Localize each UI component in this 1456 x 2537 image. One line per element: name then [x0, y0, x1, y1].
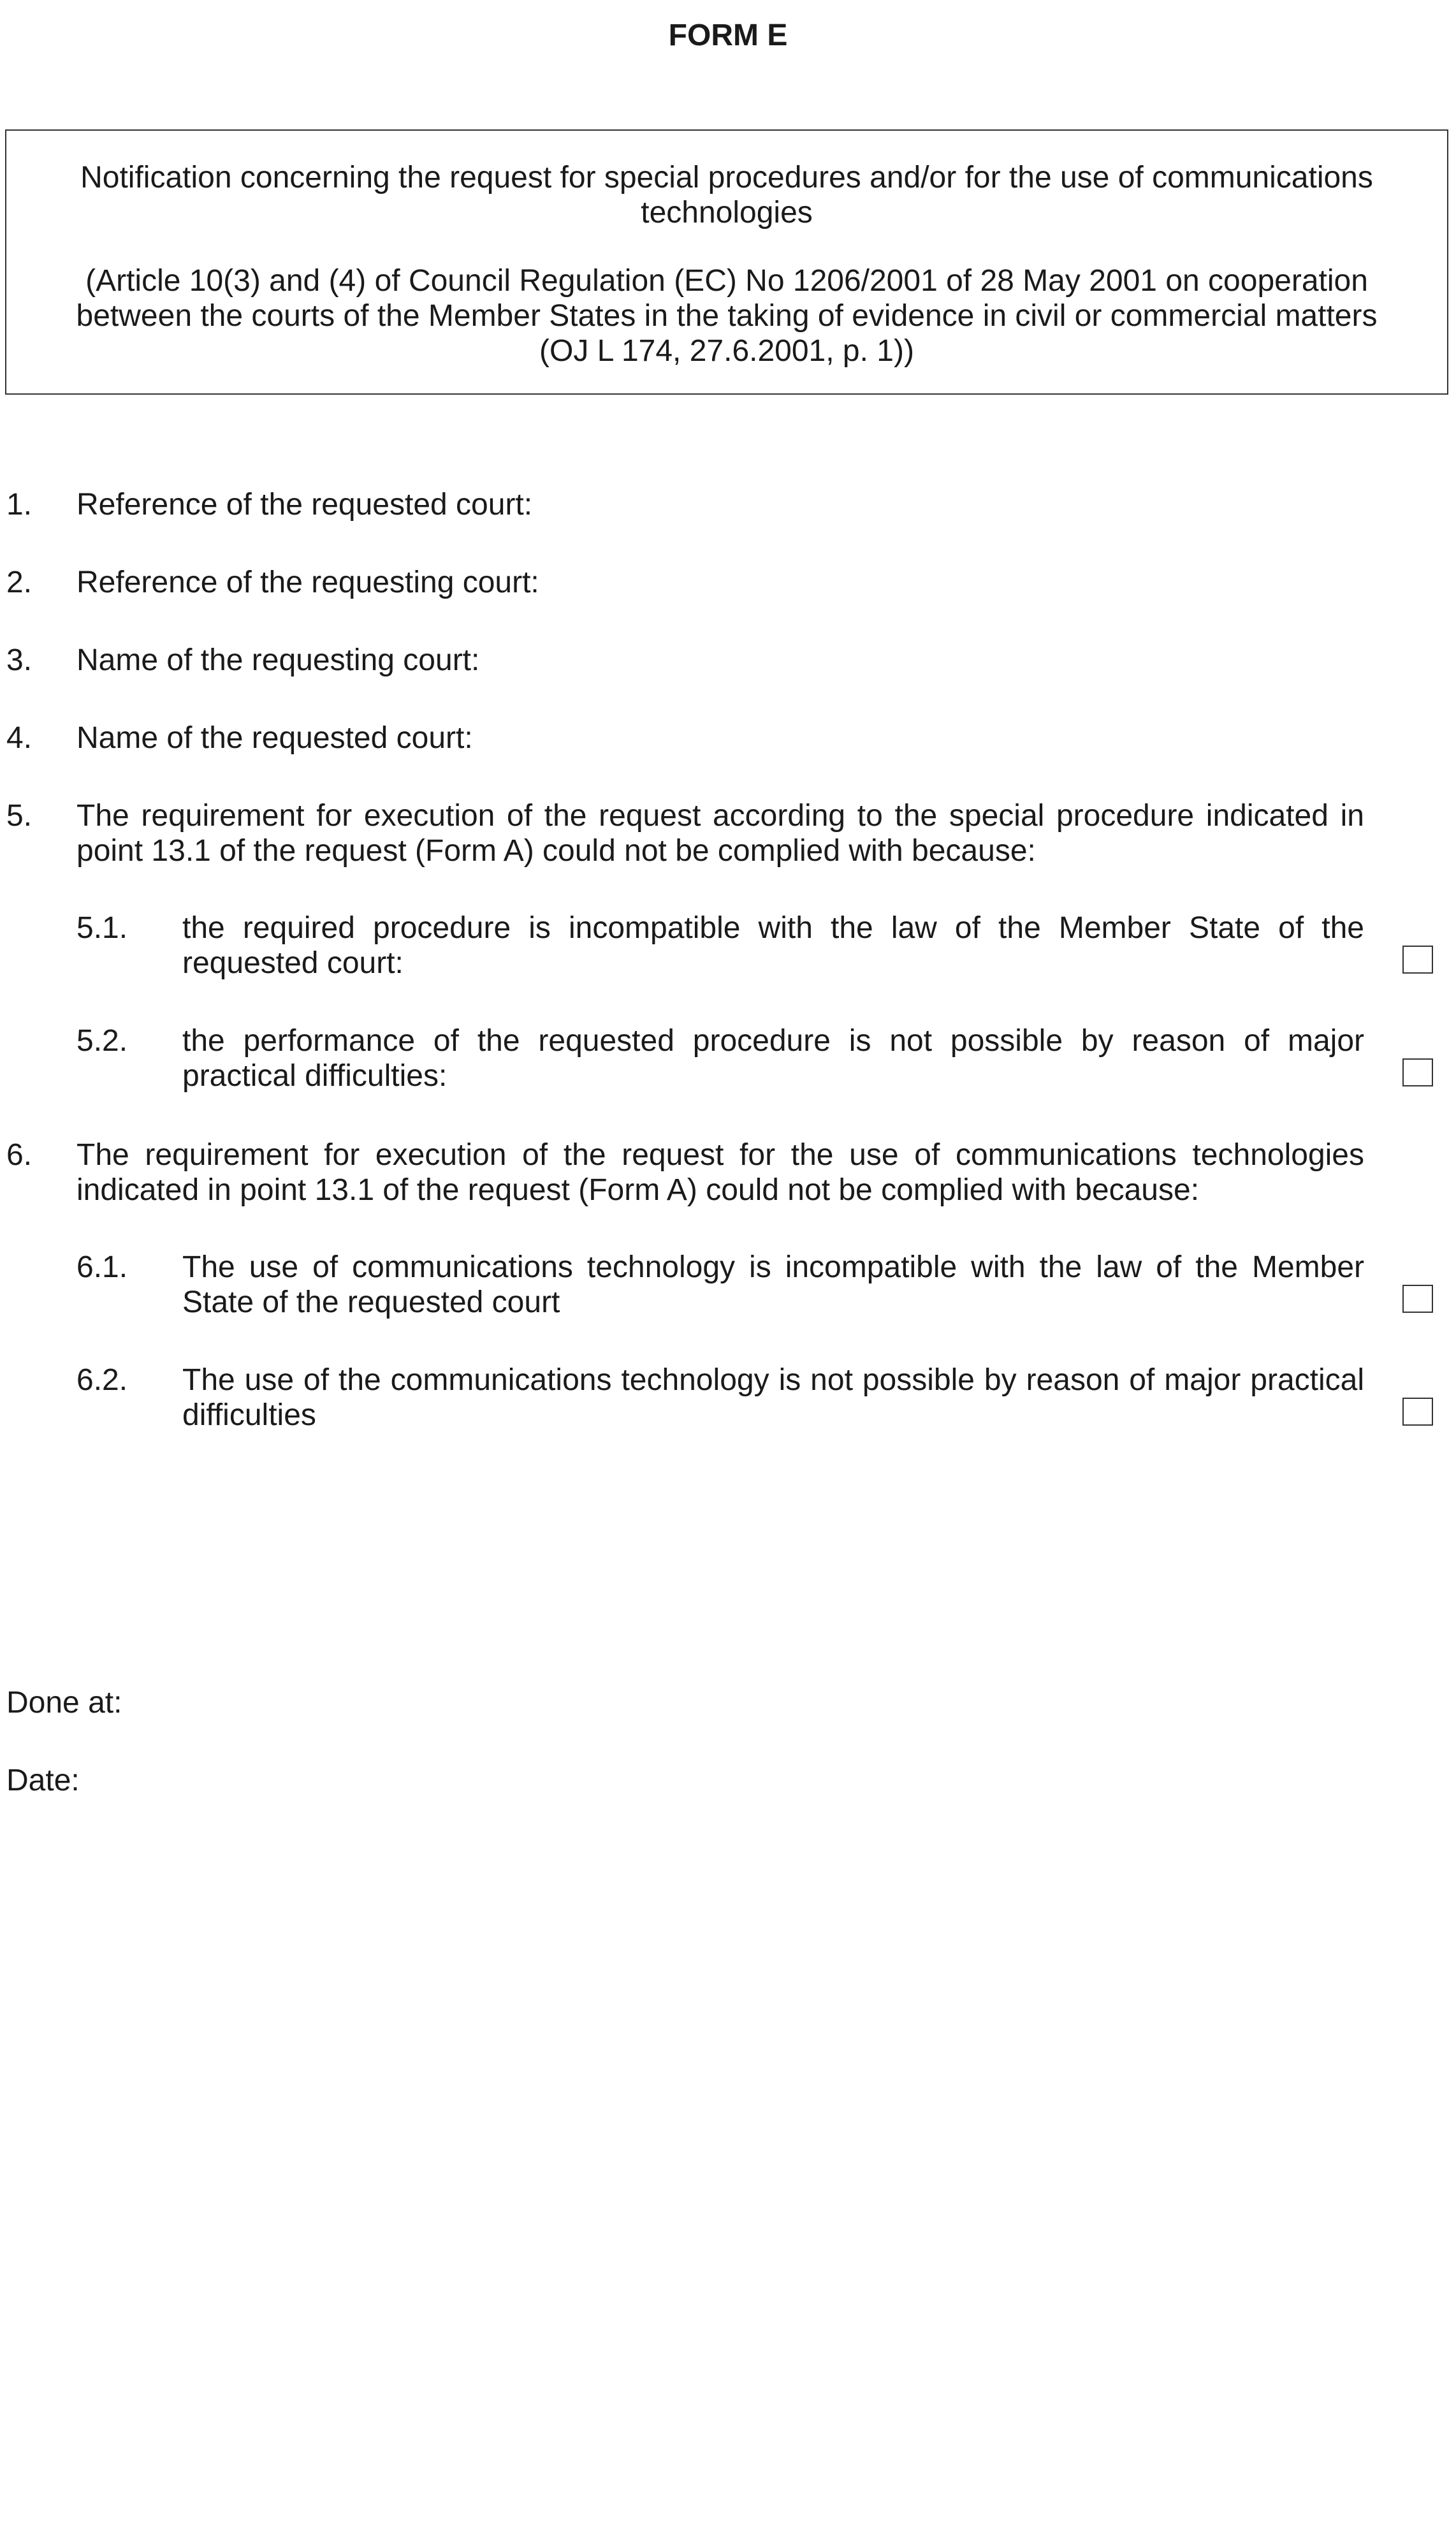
item-number: 5. — [6, 799, 33, 833]
form-subitem — [0, 910, 1456, 981]
form-item — [0, 720, 1456, 756]
item-text: Name of the requesting court: — [76, 643, 480, 677]
item-number: 4. — [6, 721, 33, 755]
form-item — [0, 643, 1456, 678]
item-number: 2. — [6, 566, 33, 599]
form-subitem — [0, 1250, 1456, 1320]
form-item — [0, 565, 1456, 600]
item-number: 1. — [6, 488, 33, 522]
checkbox-5-2[interactable] — [1402, 1058, 1433, 1086]
form-title: FORM E — [668, 18, 788, 52]
subitem-number: 6.2. — [76, 1363, 128, 1397]
item-text: Name of the requested court: — [76, 721, 473, 755]
form-item — [0, 487, 1456, 522]
subitem-text: the performance of the requested procedure is not possible by reason of major practical difficulties: — [182, 1024, 1364, 1093]
checkbox-6-2[interactable] — [1402, 1398, 1433, 1426]
subitem-number: 6.1. — [76, 1250, 128, 1284]
subitem-number: 5.1. — [76, 911, 128, 945]
item-text: The requirement for execution of the request according to the special procedure indicated in point 13.1 of the request (Form A) could not be complied with because: — [76, 799, 1364, 868]
date-label: Date: — [6, 1764, 80, 1797]
subitem-text: the required procedure is incompatible with the law of the Member State of the requested court: — [182, 911, 1364, 980]
subitem-number: 5.2. — [76, 1024, 128, 1058]
form-subitem — [0, 1023, 1456, 1093]
item-number: 3. — [6, 643, 33, 677]
item-number: 6. — [6, 1138, 33, 1172]
item-text: The requirement for execution of the request for the use of communications technologies indicated in point 13.1 of the request (Form A) could not be complied with because: — [76, 1138, 1364, 1207]
checkbox-6-1[interactable] — [1402, 1285, 1433, 1313]
item-text: Reference of the requested court: — [76, 488, 533, 522]
checkbox-5-1[interactable] — [1402, 946, 1433, 974]
header-citation: (Article 10(3) and (4) of Council Regulation (EC) No 1206/2001 of 28 May 2001 on cooperation between the courts of the Member States in the taking of evidence in civil or commercial matters (OJ L 174, 27.6.2001, p. 1)) — [76, 264, 1378, 368]
subitem-text: The use of the communications technology is not possible by reason of major practical difficulties — [182, 1363, 1364, 1432]
header-box — [5, 129, 1448, 395]
form-item — [0, 798, 1456, 868]
form-item — [0, 1137, 1456, 1208]
done-at-label: Done at: — [6, 1686, 122, 1720]
item-text: Reference of the requesting court: — [76, 566, 539, 599]
form-subitem — [0, 1363, 1456, 1433]
header-title: Notification concerning the request for special procedures and/or for the use of communications technologies — [80, 161, 1373, 230]
subitem-text: The use of communications technology is incompatible with the law of the Member State of the requested court — [182, 1250, 1364, 1319]
